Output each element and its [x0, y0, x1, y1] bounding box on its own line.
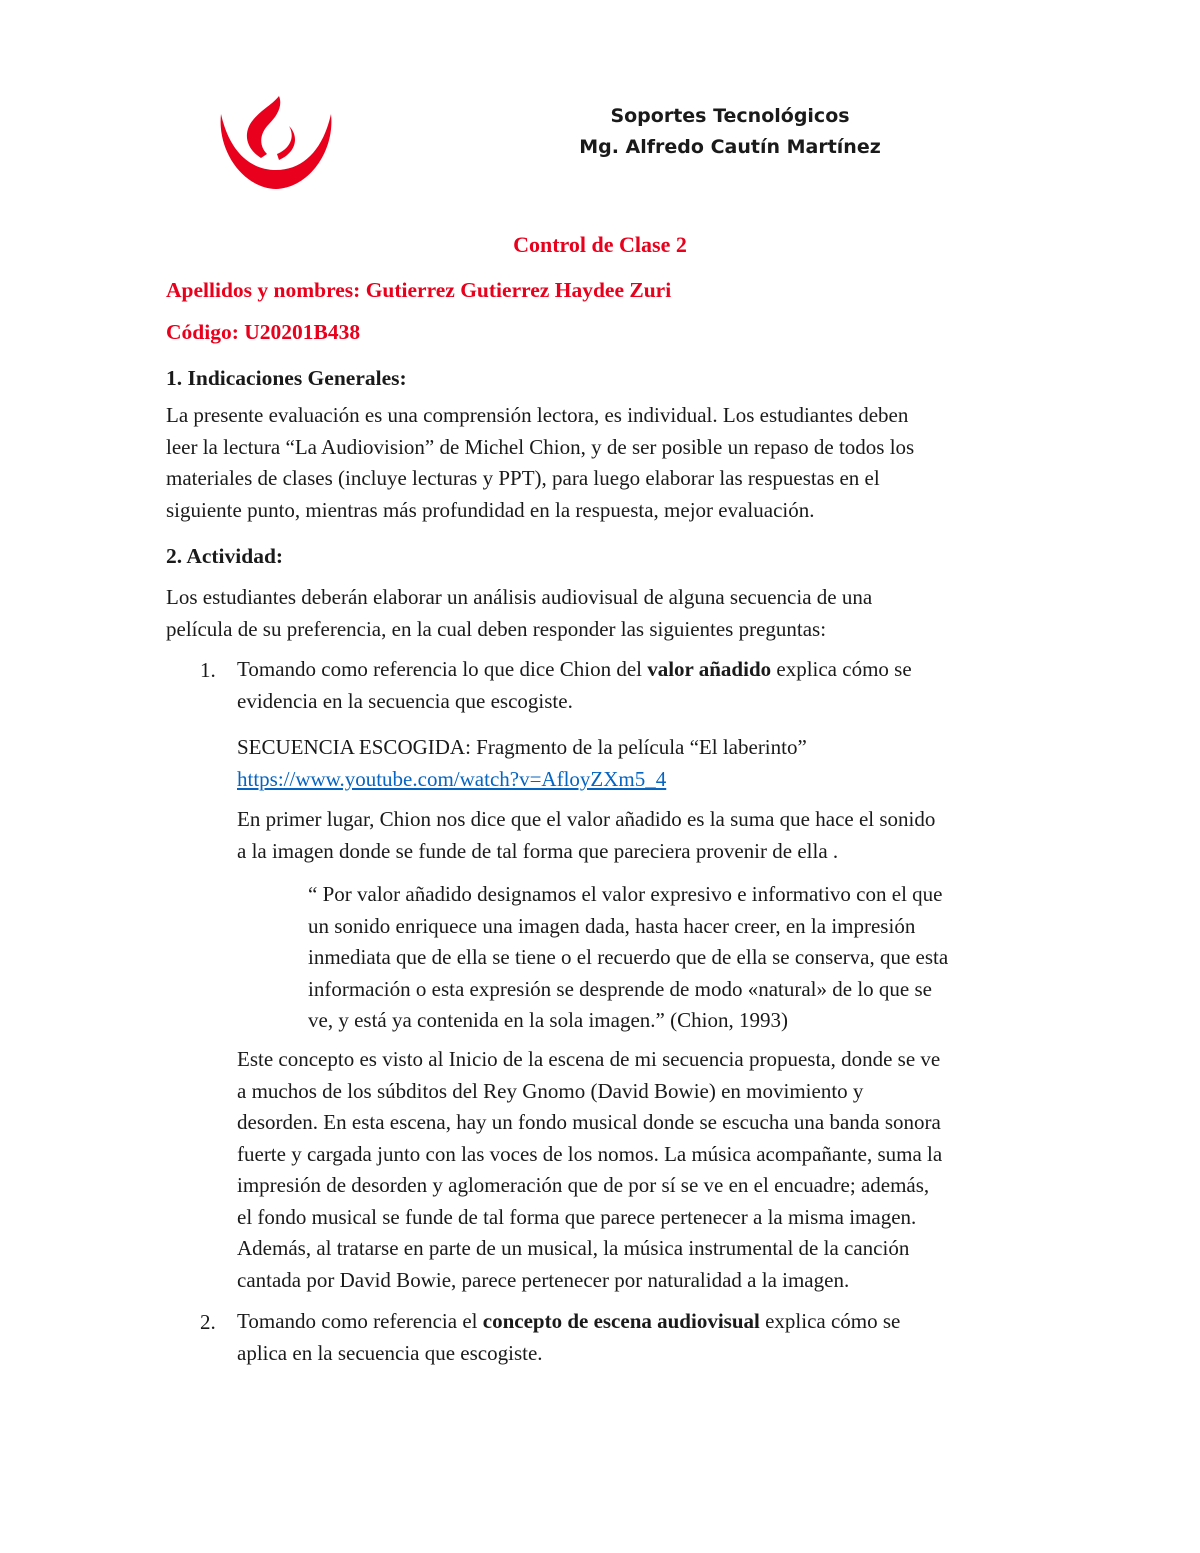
quote-line: información o esta expresión se desprende de modo «natural» de lo que se — [308, 976, 932, 1001]
answer-body — [237, 1044, 942, 1296]
text-line: leer la lectura “La Audiovision” de Michel Chion, y de ser posible un repaso de todos los — [166, 434, 915, 459]
section-activity-text — [166, 582, 872, 645]
question-text: Tomando como referencia el — [237, 1309, 483, 1333]
question-number: 2. — [200, 1310, 216, 1334]
text-line: Este concepto es visto al Inicio de la escena de mi secuencia propuesta, donde se ve — [237, 1047, 941, 1071]
question-1 — [237, 654, 912, 717]
document-title: Control de Clase 2 — [513, 232, 687, 257]
section-heading-activity: 2. Actividad: — [166, 544, 284, 568]
text-line: cantada por David Bowie, parece pertenecer por naturalidad a la imagen. — [237, 1267, 850, 1292]
text-line: a la imagen donde se funde de tal forma que pareciera provenir de ella . — [237, 838, 839, 863]
text-line: En primer lugar, Chion nos dice que el valor añadido es la suma que hace el sonido — [237, 807, 936, 831]
question-2 — [237, 1306, 900, 1369]
sequence-chosen — [237, 732, 807, 795]
question-line — [237, 1306, 900, 1338]
text-line: película de su preferencia, en la cual deben responder las siguientes preguntas: — [166, 616, 827, 641]
question-line: evidencia en la secuencia que escogiste. — [237, 688, 573, 713]
question-text: explica cómo se — [771, 657, 912, 681]
student-name: Apellidos y nombres: Gutierrez Gutierrez Haydee Zuri — [166, 278, 672, 302]
quote-line: ve, y está ya contenida en la sola imagen.” (Chion, 1993) — [308, 1008, 788, 1032]
text-line: el fondo musical se funde de tal forma que parece pertenecer a la misma imagen. — [237, 1204, 917, 1229]
text-line: a muchos de los súbditos del Rey Gnomo (David Bowie) en movimiento y — [237, 1078, 864, 1103]
question-number: 1. — [200, 658, 216, 682]
university-logo-icon — [217, 96, 335, 192]
text-line: materiales de clases (incluye lecturas y PPT), para luego elaborar las respuestas en el — [166, 466, 880, 490]
sequence-label: SECUENCIA ESCOGIDA: Fragmento de la película “El laberinto” — [237, 735, 807, 759]
student-code: Código: U20201B438 — [166, 320, 361, 344]
text-line: impresión de desorden y aglomeración que de por sí se ve en el encuadre; además, — [237, 1173, 930, 1197]
text-line: La presente evaluación es una comprensión lectora, es individual. Los estudiantes deben — [166, 403, 909, 427]
question-text: Tomando como referencia lo que dice Chion del — [237, 657, 648, 681]
quote-line: un sonido enriquece una imagen dada, hasta hacer creer, en la impresión — [308, 913, 916, 938]
text-line: fuerte y cargada junto con las voces de los nomos. La música acompañante, suma la — [237, 1141, 943, 1166]
section-general-text — [166, 400, 914, 526]
answer-intro — [237, 804, 935, 867]
question-line — [237, 654, 912, 686]
quote-line: inmediata que de ella se tiene o el recuerdo que de ella se conserva, que esta — [308, 945, 949, 969]
question-line: aplica en la secuencia que escogiste. — [237, 1340, 543, 1365]
text-line: siguiente punto, mientras más profundidad en la respuesta, mejor evaluación. — [166, 497, 815, 522]
video-link[interactable]: https://www.youtube.com/watch?v=AfloyZXm5_4 — [237, 766, 667, 791]
question-keyword: concepto de escena audiovisual — [482, 1309, 760, 1333]
teacher-name: Mg. Alfredo Cautín Martínez — [579, 136, 881, 158]
text-line: Los estudiantes deberán elaborar un análisis audiovisual de alguna secuencia de una — [166, 585, 873, 609]
text-line: Además, al tratarse en parte de un musical, la música instrumental de la canción — [237, 1236, 910, 1260]
quote-line: “ Por valor añadido designamos el valor expresivo e informativo con el que — [308, 882, 943, 906]
question-keyword: valor añadido — [647, 657, 772, 681]
text-line: desorden. En esta escena, hay un fondo musical donde se escucha una banda sonora — [237, 1110, 941, 1134]
block-quote — [308, 879, 948, 1037]
section-heading-general: 1. Indicaciones Generales: — [166, 366, 407, 390]
question-text: explica cómo se — [759, 1309, 901, 1333]
course-title: Soportes Tecnológicos — [610, 105, 850, 127]
